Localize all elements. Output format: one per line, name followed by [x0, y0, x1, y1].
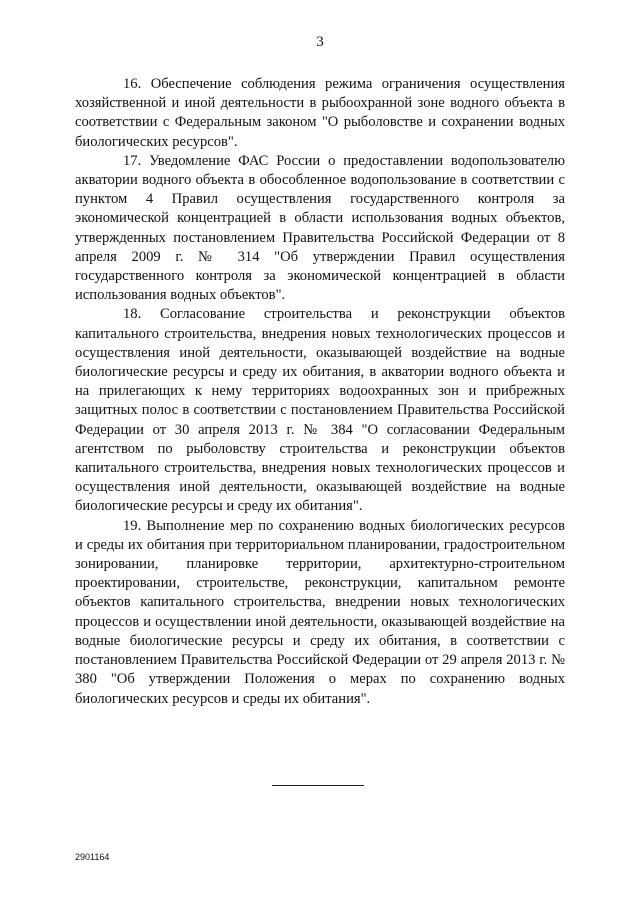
- paragraph-18: 18. Согласование строительства и реконструкции объектов капитального строительства, внедрения новых технологических процессов и осуществления иной деятельности, оказывающей воздействие на водные биологические ресурсы и среду их обитания, в акватории водного объекта и на прилегающих к нему территориях водоохранных зон и прибрежных защитных полос в соответствии с постановлением Правительства Российской Федерации от 30 апреля 2013 г. № 384 "О согласовании Федеральным агентством по рыболовству строительства и реконструкции объектов капитального строительства, внедрения новых технологических процессов и осуществления иной деятельности, оказывающей воздействие на водные биологические ресурсы и среду их обитания".: [75, 306, 565, 515]
- paragraph-17: 17. Уведомление ФАС России о предоставлении водопользователю акватории водного объекта в обособленное водопользование в соответствии с пунктом 4 Правил осуществления государственного контроля за экономической концентрацией в области использования водных объектов, утвержденных постановлением Правительства Российской Федерации от 8 апреля 2009 г. № 314 "Об утверждении Правил осуществления государственного контроля за экономической концентрацией в области использования водных объектов".: [75, 152, 565, 304]
- document-code: 2901164: [75, 852, 110, 862]
- document-body: [75, 75, 565, 709]
- page-number: 3: [316, 34, 324, 50]
- end-divider: [272, 785, 364, 786]
- paragraph-16: 16. Обеспечение соблюдения режима ограничения осуществления хозяйственной и иной деятельности в рыбоохранной зоне водного объекта в соответствии с Федеральным законом "О рыболовстве и сохранении водных биологических ресурсов".: [75, 76, 565, 150]
- paragraph-19: 19. Выполнение мер по сохранению водных биологических ресурсов и среды их обитания при территориальном планировании, градостроительном зонировании, планировке территории, архитектурно-строительном проектировании, строительстве, реконструкции, капитальном ремонте объектов капитального строительства, внедрении новых технологических процессов и осуществлении иной деятельности, оказывающей воздействие на водные биологические ресурсы и среду их обитания, в соответствии с постановлением Правительства Российской Федерации от 29 апреля 2013 г. № 380 "Об утверждении Положения о мерах по сохранению водных биологических ресурсов и среды их обитания".: [75, 517, 565, 707]
